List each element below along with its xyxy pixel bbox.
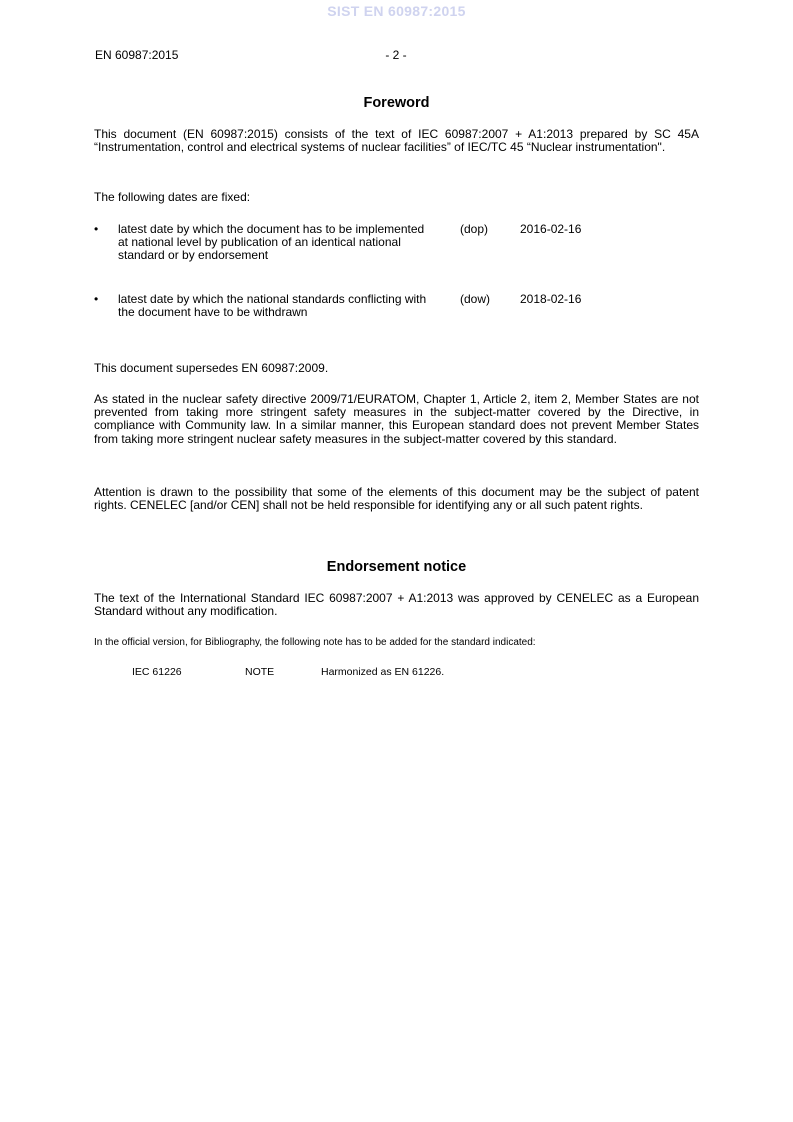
note-text: Harmonized as EN 61226. <box>321 666 445 678</box>
date-item-text: latest date by which the national standards conflicting with the document have to be withdrawn <box>118 292 427 320</box>
patent-paragraph: Attention is drawn to the possibility that some of the elements of this document may be the subject of patent rights. CENELEC [and/or CEN] shall not be held responsible for identifying any or all such patent rights. <box>94 485 699 513</box>
date-item-date: 2016-02-16 <box>520 222 582 236</box>
header-document-id: EN 60987:2015 <box>95 48 179 62</box>
bibliography-note-paragraph: In the official version, for Bibliography, the following note has to be added for the standard indicated: <box>94 637 536 648</box>
endorsement-title: Endorsement notice <box>326 559 467 575</box>
header-page-number: - 2 - <box>385 48 407 62</box>
bullet-icon: • <box>94 292 99 306</box>
date-item-text <box>118 223 443 263</box>
foreword-title: Foreword <box>363 95 430 111</box>
foreword-intro-paragraph: This document (EN 60987:2015) consists of the text of IEC 60987:2007 + A1:2013 prepared by SC 45A “Instrumentation, control and electrical systems of nuclear facilities” of IEC/TC 45 “Nuclear instrumentation". <box>94 127 699 155</box>
dates-intro-paragraph: The following dates are fixed: <box>94 190 251 204</box>
endorsement-paragraph: The text of the International Standard IEC 60987:2007 + A1:2013 was approved by CENELEC as a European Standard without any modification. <box>94 591 699 619</box>
directive-paragraph: As stated in the nuclear safety directive 2009/71/EURATOM, Chapter 1, Article 2, item 2, Member States are not prevented from taking more stringent safety measures in the subject-matter covered by the Directive, in compliance with Community law. In a similar manner, this European standard does not prevent Member States from taking more stringent nuclear safety measures in the subject-matter covered by this standard. <box>94 392 699 446</box>
date-item-text-line-2: at national level by publication of an identical national standard or by endorsement <box>118 235 401 263</box>
watermark: SIST EN 60987:2015 <box>327 3 466 19</box>
note-standard: IEC 61226 <box>132 666 182 678</box>
date-item-abbreviation: (dow) <box>460 292 491 306</box>
note-label: NOTE <box>245 666 275 678</box>
date-item-date: 2018-02-16 <box>520 292 582 306</box>
date-item-text-line-1: latest date by which the document has to be implemented <box>118 222 425 236</box>
bullet-icon: • <box>94 222 99 236</box>
date-item-abbreviation: (dop) <box>460 222 489 236</box>
supersedes-paragraph: This document supersedes EN 60987:2009. <box>94 361 329 375</box>
